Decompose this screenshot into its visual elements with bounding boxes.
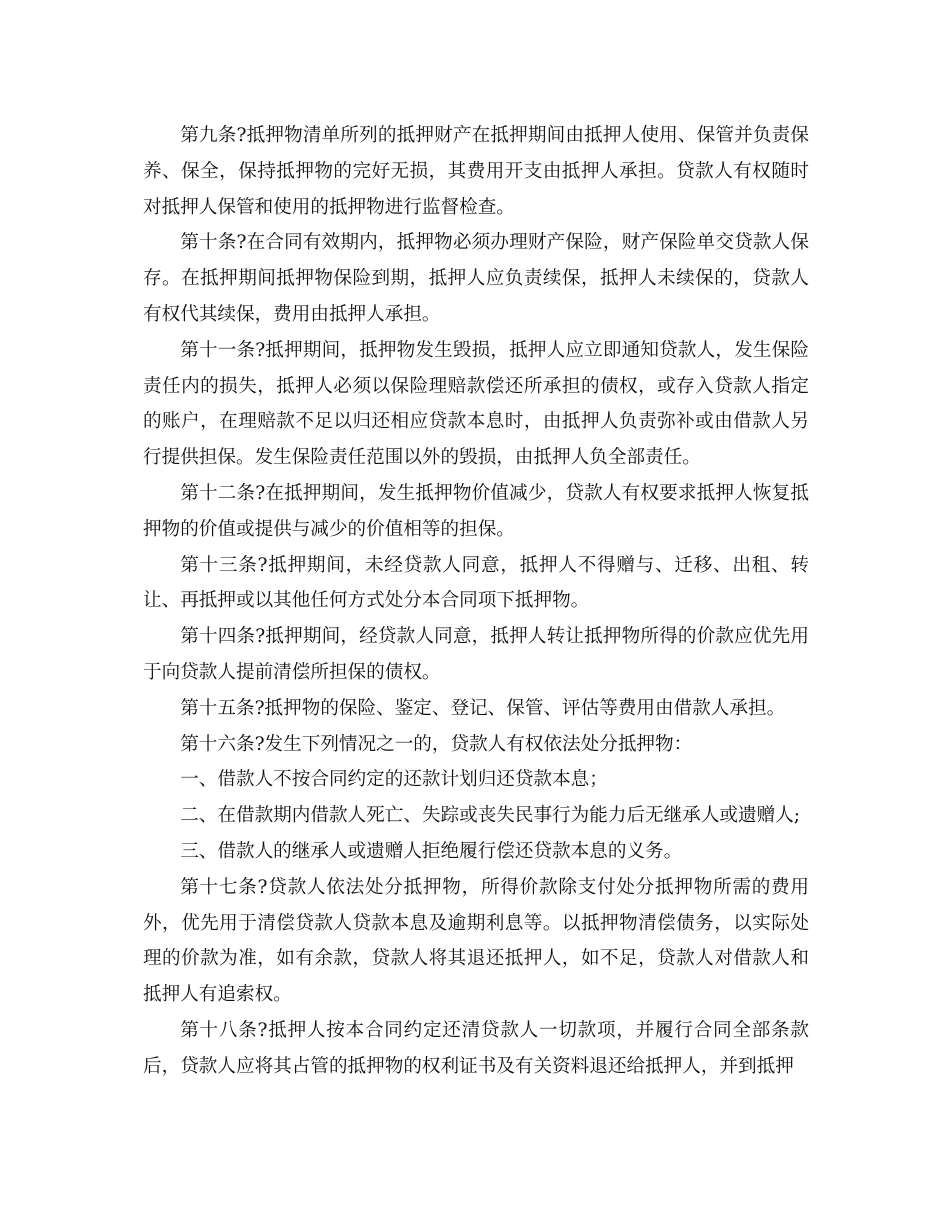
article-10-paragraph: 第十条?在合同有效期内，抵押物必须办理财产保险，财产保险单交贷款人保存。在抵押期间抵押物保险到期，抵押人应负责续保，抵押人未续保的，贷款人有权代其续保，费用由抵押人承担。 [143, 232, 809, 325]
article-18-paragraph: 第十八条?抵押人按本合同约定还清贷款人一切款项，并履行合同全部条款后，贷款人应将其占管的抵押物的权利证书及有关资料退还给抵押人，并到抵押 [143, 1019, 809, 1077]
article-15-paragraph: 第十五条?抵押物的保险、鉴定、登记、保管、评估等费用由借款人承担。 [180, 697, 786, 719]
article-16-item-1: 一、借款人不按合同约定的还款计划归还贷款本息； [180, 769, 608, 791]
article-16-item-3: 三、借款人的继承人或遗赠人拒绝履行偿还贷款本息的义务。 [180, 840, 683, 862]
article-12-paragraph: 第十二条?在抵押期间，发生抵押物价值减少，贷款人有权要求抵押人恢复抵押物的价值或提供与减少的价值相等的担保。 [143, 482, 809, 540]
article-13-paragraph: 第十三条?抵押期间，未经贷款人同意，抵押人不得赠与、迁移、出租、转让、再抵押或以其他任何方式处分本合同项下抵押物。 [143, 554, 809, 612]
article-14-paragraph: 第十四条?抵押期间，经贷款人同意，抵押人转让抵押物所得的价款应优先用于向贷款人提前清偿所担保的债权。 [143, 626, 809, 683]
article-16-item-2: 二、在借款期内借款人死亡、失踪或丧失民事行为能力后无继承人或遗赠人; [180, 805, 801, 827]
document-page [143, 118, 809, 1085]
article-11-paragraph: 第十一条?抵押期间，抵押物发生毁损，抵押人应立即通知贷款人，发生保险责任内的损失，抵押人必须以保险理赔款偿还所承担的债权，或存入贷款人指定的账户，在理赔款不足以归还相应贷款本息时，由抵押人负责弥补或由借款人另行提供担保。发生保险责任范围以外的毁损，由抵押人负全部责任。 [143, 339, 809, 469]
article-17-paragraph: 第十七条?贷款人依法处分抵押物，所得价款除支付处分抵押物所需的费用外，优先用于清偿贷款人贷款本息及逾期利息等。以抵押物清偿债务，以实际处理的价款为准，如有余款，贷款人将其退还抵押人，如不足，贷款人对借款人和抵押人有追索权。 [143, 876, 809, 1006]
article-9-paragraph: 第九条?抵押物清单所列的抵押财产在抵押期间由抵押人使用、保管并负责保养、保全，保持抵押物的完好无损，其费用开支由抵押人承担。贷款人有权随时对抵押人保管和使用的抵押物进行监督检查。 [143, 125, 809, 218]
article-16-paragraph: 第十六条?发生下列情况之一的，贷款人有权依法处分抵押物： [180, 733, 693, 755]
